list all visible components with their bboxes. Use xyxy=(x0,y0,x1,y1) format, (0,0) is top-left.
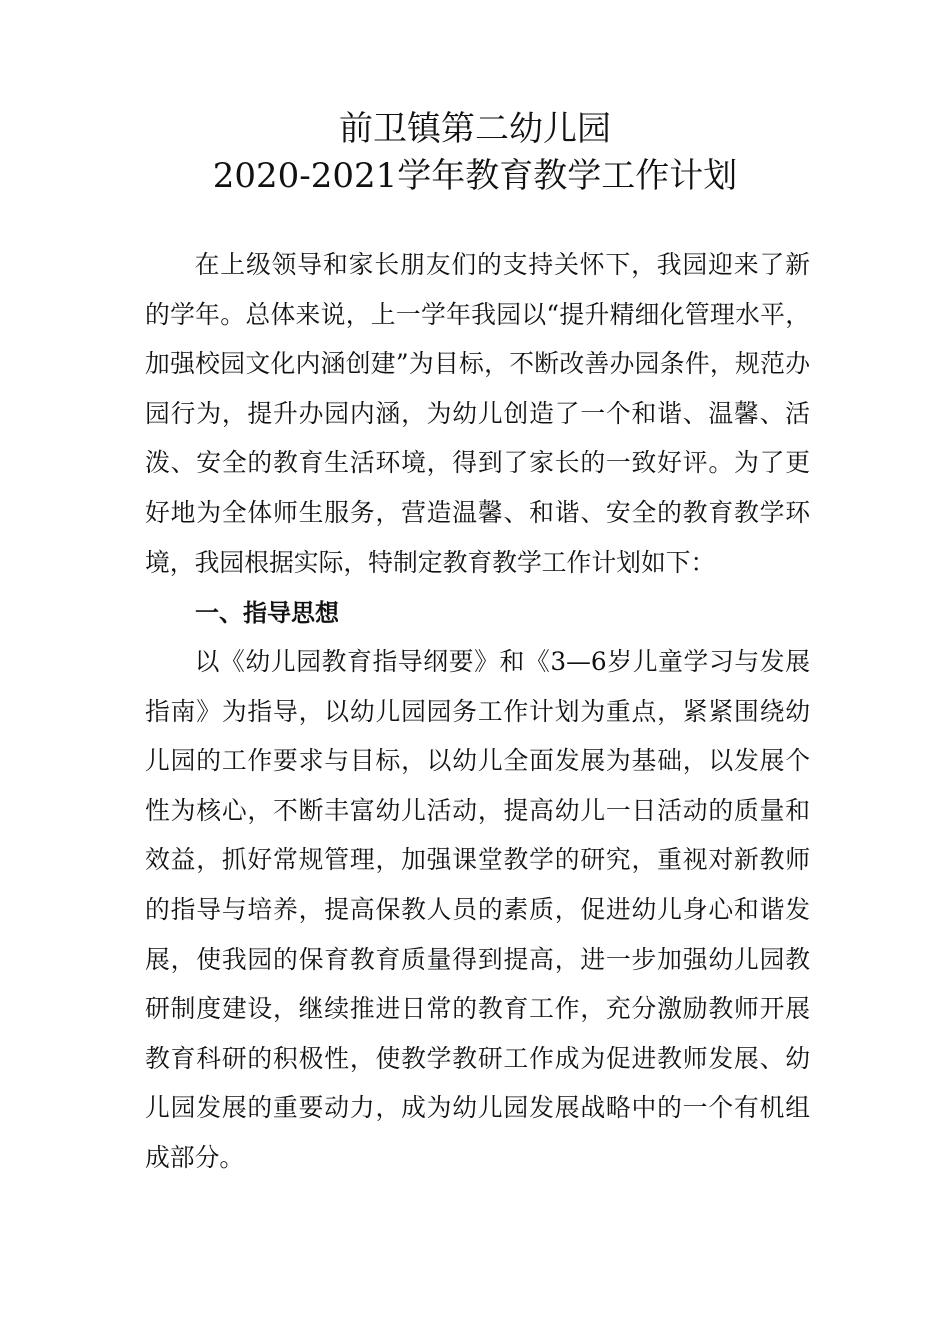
guiding-ideology-paragraph: 以《幼儿园教育指导纲要》和《3—6岁儿童学习与发展指南》为指导，以幼儿园园务工作计划为重点，紧紧围绕幼儿园的工作要求与目标，以幼儿全面发展为基础，以发展个性为核心，不断丰富幼儿活动，提高幼儿一日活动的质量和效益，抓好常规管理，加强课堂教学的研究，重视对新教师的指导与培养，提高保教人员的素质，促进幼儿身心和谐发展，使我园的保育教育质量得到提高，进一步加强幼儿园教研制度建设，继续推进日常的教育工作，充分激励教师开展教育科研的积极性，使教学教研工作成为促进教师发展、幼儿园发展的重要动力，成为幼儿园发展战略中的一个有机组成部分。 xyxy=(145,647,810,1172)
document-title-line-2: 2020-2021学年教育教学工作计划 xyxy=(212,156,738,196)
intro-paragraph: 在上级领导和家长朋友们的支持关怀下，我园迎来了新的学年。总体来说，上一学年我园以“提升精细化管理水平，加强校园文化内涵创建”为目标，不断改善办园条件，规范办园行为，提升办园内涵，为幼儿创造了一个和谐、温馨、活泼、安全的教育生活环境，得到了家长的一致好评。为了更好地为全体师生服务，营造温馨、和谐、安全的教育教学环境，我园根据实际，特制定教育教学工作计划如下： xyxy=(145,250,810,577)
section-heading-guiding-ideology: 一、指导思想 xyxy=(195,599,339,627)
document-title-line-1: 前卫镇第二幼儿园 xyxy=(339,109,611,149)
